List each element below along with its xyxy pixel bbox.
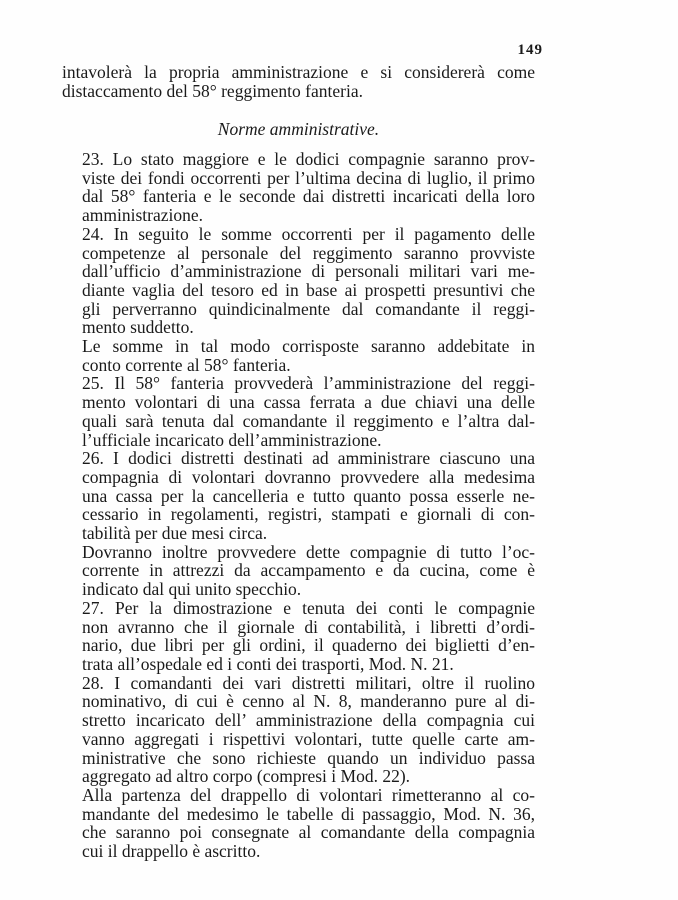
paragraph-25 — [62, 374, 535, 449]
paragraph-24 — [62, 225, 535, 337]
text-line: nario, due libri per gli ordini, il quaderno dei biglietti d’en- — [82, 635, 535, 656]
text-line: trata all’ospedale ed i conti dei trasporti, Mod. N. 21. — [82, 653, 454, 674]
text-line: tabilità per due mesi circa. — [82, 523, 268, 544]
text-line: 25. Il 58° fanteria provvederà l’amministrazione del reggi- — [82, 373, 535, 394]
paragraph-23 — [62, 150, 535, 225]
page-number: 149 — [517, 42, 543, 58]
text-line: diante vaglia del tesoro ed in base ai prospetti presuntivi che — [82, 279, 535, 300]
text-line: viste dei fondi occorrenti per l’ultima decina di luglio, il primo — [82, 167, 535, 188]
text-line: 26. I dodici distretti destinati ad amministrare ciascuno una — [82, 448, 535, 469]
text-line: vanno aggregati i rispettivi volontari, tutte quelle carte am- — [82, 728, 535, 749]
intro-paragraph — [62, 63, 535, 100]
text-line: mandante del medesimo le tabelle di passaggio, Mod. N. 36, — [82, 803, 535, 824]
text-line: conto corrente al 58° fanteria. — [82, 354, 291, 375]
text-line: corrente in attrezzi da accampamento e da cucina, come è — [82, 560, 535, 581]
text-line: cui il drappello è ascritto. — [82, 841, 261, 862]
text-line: Dovranno inoltre provvedere dette compagnie di tutto l’oc- — [82, 541, 535, 562]
text-line: Alla partenza del drappello di volontari rimetteranno al co- — [82, 784, 535, 805]
paragraph-26-continuation — [62, 543, 535, 599]
text-line: cessario in regolamenti, registri, stampati e giornali di con- — [82, 504, 535, 525]
text-line: dall’ufficio d’amministrazione di personali militari vari me- — [82, 261, 535, 282]
text-line: ministrative che sono richieste quando un individuo passa — [82, 747, 535, 768]
text-line: indicato dal qui unito specchio. — [82, 579, 302, 600]
text-line: 27. Per la dimostrazione e tenuta dei conti le compagnie — [82, 597, 535, 618]
text-line: l’ufficiale incaricato dell’amministrazione. — [82, 429, 382, 450]
text-line: gli perverranno quindicinalmente dal comandante il reggi- — [82, 298, 535, 319]
text-line: amministrazione. — [82, 205, 204, 226]
text-line: aggregato ad altro corpo (compresi i Mod. 22). — [82, 766, 411, 787]
text-line: compagnia di volontari dovranno provvedere alla medesima — [82, 466, 535, 487]
text-line: che saranno poi consegnate al comandante della compagnia — [82, 822, 535, 843]
text-line: mento suddetto. — [82, 317, 194, 338]
text-line: non avranno che il giornale di contabilità, i libretti d’ordi- — [82, 616, 535, 637]
body-text — [62, 150, 535, 861]
paragraph-26 — [62, 449, 535, 543]
text-line: dal 58° fanteria e le seconde dai distretti incaricati della loro — [82, 186, 535, 207]
text-line: 28. I comandanti dei vari distretti militari, oltre il ruolino — [82, 672, 535, 693]
text-line: 23. Lo stato maggiore e le dodici compagnie saranno prov- — [82, 149, 535, 169]
paragraph-28-continuation — [62, 786, 535, 861]
text-line: mento volontari di una cassa ferrata a due chiavi una delle — [82, 392, 535, 413]
paragraph-27 — [62, 599, 535, 674]
text-line: intavolerà la propria amministrazione e si considererà come — [62, 62, 535, 82]
text-line: quali sarà tenuta dal comandante il reggimento e l’altra dal- — [82, 410, 535, 431]
paragraph-28 — [62, 674, 535, 786]
section-heading: Norme amministrative. — [217, 119, 380, 139]
text-line: Le somme in tal modo corrisposte saranno addebitate in — [82, 336, 535, 357]
text-line: una cassa per la cancelleria e tutto quanto possa esserle ne- — [82, 485, 535, 506]
text-line: 24. In seguito le somme occorrenti per il pagamento delle — [82, 223, 535, 244]
text-line: nominativo, di cui è cenno al N. 8, manderanno pure al di- — [82, 691, 535, 712]
text-line: stretto incaricato dell’ amministrazione della compagnia cui — [82, 710, 535, 731]
text-line: distaccamento del 58° reggimento fanteria. — [62, 80, 363, 101]
paragraph-24-continuation — [62, 337, 535, 374]
text-line: competenze al personale del reggimento saranno provviste — [82, 242, 535, 263]
